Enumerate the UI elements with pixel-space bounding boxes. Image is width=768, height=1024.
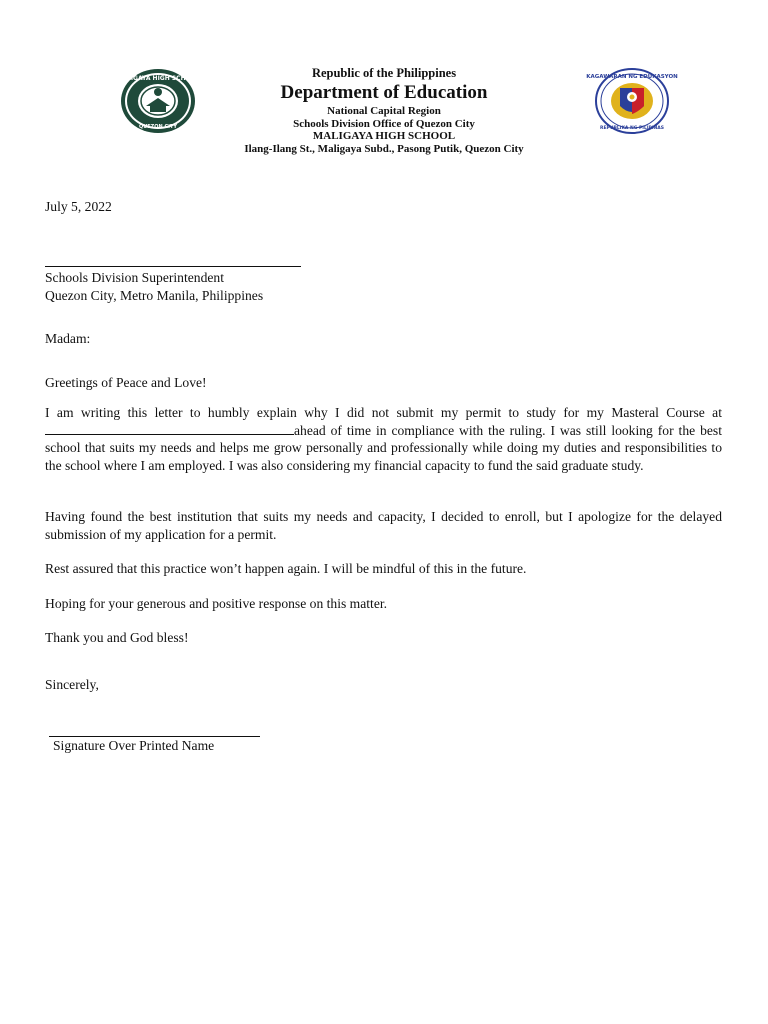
paragraph-4: Hoping for your generous and positive response on this matter.: [45, 596, 388, 611]
department-title: Department of Education: [280, 82, 488, 103]
seal-text-top: MALIGAYA HIGH SCHOOL: [116, 75, 200, 82]
signature-label: Signature Over Printed Name: [53, 738, 215, 753]
paragraph-1: [45, 404, 722, 474]
salutation: Madam:: [45, 331, 91, 346]
greeting: Greetings of Peace and Love!: [45, 375, 207, 390]
seal-text-bottom: QUEZON CITY: [138, 124, 178, 130]
paragraph-5: Thank you and God bless!: [45, 630, 189, 645]
deped-seal-text-bottom: REPUBLIKA NG PILIPINAS: [599, 126, 665, 131]
school-name-blank: [45, 434, 294, 435]
recipient-location: Quezon City, Metro Manila, Philippines: [45, 287, 264, 303]
paragraph-2: Having found the best institution that suits my needs and capacity, I decided to enroll, but I apologize for the delayed submission of my application for a permit.: [45, 509, 722, 542]
letterhead: [0, 66, 768, 155]
republic-line: Republic of the Philippines: [311, 66, 457, 80]
division-line: Schools Division Office of Quezon City: [293, 117, 475, 130]
region-line: National Capital Region: [327, 105, 441, 117]
deped-seal-text-top: KAGAWARAN NG EDUKASYON: [586, 74, 678, 80]
school-address: Ilang-Ilang St., Maligaya Subd., Pasong Putik, Quezon City: [244, 142, 524, 155]
closing: Sincerely,: [45, 677, 99, 692]
school-name: MALIGAYA HIGH SCHOOL: [312, 130, 456, 142]
paragraph-1-rest: ahead of time in compliance with the ruling. I was still looking for the best school that suits my needs and helps me grow personally and professionally while doing my duties and responsibilities to the school where I am employed. I was also considering my financial capacity to fund the said graduate study.: [45, 422, 722, 473]
letter-date: July 5, 2022: [45, 199, 112, 214]
paragraph-1-start: I am writing this letter to humbly explain why I did not submit my permit to study for my Masteral Course at: [45, 405, 722, 420]
paragraph-3: Rest assured that this practice won’t happen again. I will be mindful of this in the future.: [45, 561, 527, 576]
recipient-name-blank: [45, 266, 301, 267]
recipient-block: [45, 269, 722, 304]
recipient-title: Schools Division Superintendent: [45, 270, 224, 285]
